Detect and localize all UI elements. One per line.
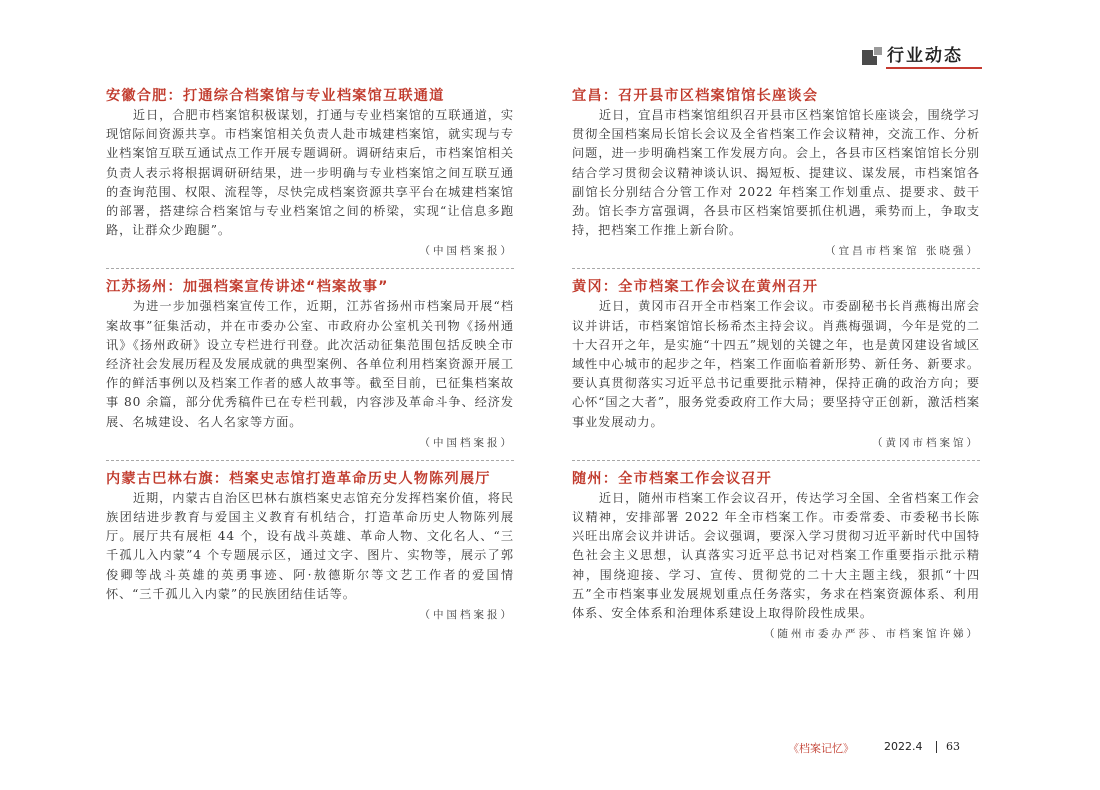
- article-divider: [106, 460, 514, 461]
- page-number: 63: [946, 740, 960, 753]
- article-source: （中国档案报）: [419, 609, 514, 622]
- article-divider: [106, 268, 514, 269]
- article-source: （随州市委办严莎、市档案馆许娣）: [764, 628, 980, 641]
- article-huanggang: [572, 277, 980, 451]
- section-label: 行业动态: [887, 46, 963, 66]
- article-title: 随州：全市档案工作会议召开: [572, 470, 773, 487]
- page-footer: [788, 740, 988, 756]
- article-balinyouqi: [106, 469, 514, 624]
- article-title: 内蒙古巴林右旗：档案史志馆打造革命历史人物陈列展厅: [106, 470, 491, 487]
- article-source: （黄冈市档案馆）: [872, 436, 980, 449]
- article-suizhou: [572, 469, 980, 643]
- section-mark-small-icon: [873, 46, 883, 56]
- left-column: [106, 86, 514, 624]
- article-title: 安徽合肥：打通综合档案馆与专业档案馆互联通道: [106, 88, 445, 104]
- article-body: 为进一步加强档案宣传工作，近期，江苏省扬州市档案局开展“档案故事”征集活动，并在市委办公室、市政府办公室机关刊物《扬州通讯》《扬州政研》设立专栏进行刊登。此次活动征集范围包括反映全市经济社会发展历程及发展成就的典型案例、各单位利用档案资源开展工作的鲜活事例以及档案工作者的感人故事等。截至目前，已征集档案故事 80 余篇，部分优秀稿件已在专栏刊载，内容涉及革命斗争、经济发展、名城建设、名人名家等方面。: [106, 299, 514, 429]
- article-divider: [572, 460, 980, 461]
- article-source: （中国档案报）: [419, 245, 514, 258]
- article-title: 宜昌：召开县市区档案馆馆长座谈会: [572, 88, 819, 104]
- article-yangzhou: [106, 277, 514, 451]
- issue-number: 2022.4: [884, 740, 923, 753]
- article-body: 近期，内蒙古自治区巴林右旗档案史志馆充分发挥档案价值，将民族团结进步教育与爱国主义教育有机结合，打造革命历史人物陈列展厅。展厅共有展柜 44 个，设有战斗英雄、革命人物、文化名人、“三千孤儿入内蒙”4 个专题展示区，通过文字、图片、实物等，展示了郭俊卿等战斗英雄的英勇事迹、阿·敖德斯尔等文艺工作者的爱国情怀、“三千孤儿入内蒙”的民族团结佳话等。: [106, 490, 514, 601]
- article-body: 近日，黄冈市召开全市档案工作会议。市委副秘书长肖燕梅出席会议并讲话，市档案馆馆长杨希杰主持会议。肖燕梅强调，今年是党的二十大召开之年，是实施“十四五”规划的关键之年，也是黄冈建设省域区域性中心城市的起步之年，档案工作面临着新形势、新任务、新要求。要认真贯彻落实习近平总书记重要批示精神，保持正确的政治方向；要心怀“国之大者”，服务党委政府工作大局；要坚持守正创新，激活档案事业发展动力。: [572, 299, 980, 429]
- section-header: [862, 46, 982, 68]
- section-underline: [886, 67, 982, 69]
- article-body: 近日，合肥市档案馆积极谋划，打通与专业档案馆的互联通道，实现馆际间资源共享。市档案馆相关负责人赴市城建档案馆，就实现与专业档案馆互联互通试点工作开展专题调研。调研结束后，市档案馆相关负责人表示将根据调研研结果，进一步明确与专业档案馆之间互联互通的查询范围、权限、流程等，尽快完成档案资源共享平台在城建档案馆的部署，搭建综合档案馆与专业档案馆之间的桥梁，实现“让信息多跑路，让群众少跑腿”。: [106, 108, 514, 238]
- article-hefei: [106, 86, 514, 260]
- article-title: 江苏扬州：加强档案宣传讲述“档案故事”: [106, 279, 389, 296]
- article-body: 近日，随州市档案工作会议召开，传达学习全国、全省档案工作会议精神，安排部署 2022 年全市档案工作。市委常委、市委秘书长陈兴旺出席会议并讲话。会议强调，要深入学习贯彻习近平新时代中国特色社会主义思想，认真落实习近平总书记对档案工作重要指示批示精神，围绕迎接、学习、宣传、贯彻党的二十大主题主线，狠抓“十四五”全市档案事业发展规划重点任务落实，务求在档案资源体系、利用体系、安全体系和治理体系建设上取得阶段性成果。: [572, 490, 980, 621]
- article-body: 近日，宜昌市档案馆组织召开县市区档案馆馆长座谈会，围绕学习贯彻全国档案局长馆长会议及全省档案工作会议精神，交流工作、分析问题，进一步明确档案工作发展方向。会上，各县市区档案馆馆长分别结合学习贯彻会议精神谈认识、揭短板、提建议、谋发展，市档案馆各副馆长分别结合分管工作对 2022 年档案工作划重点、提要求、鼓干劲。馆长李方富强调，各县市区档案馆要抓住机遇，乘势而上，争取支持，把档案工作推上新台阶。: [572, 108, 980, 238]
- footer-divider: [936, 741, 937, 753]
- journal-name: 《档案记忆》: [788, 742, 854, 755]
- article-source: （中国档案报）: [419, 436, 514, 449]
- article-source: （宜昌市档案馆 张晓强）: [825, 245, 980, 258]
- article-yichang: [572, 86, 980, 260]
- article-divider: [572, 268, 980, 269]
- right-column: [572, 86, 980, 643]
- article-title: 黄冈：全市档案工作会议在黄州召开: [572, 279, 819, 296]
